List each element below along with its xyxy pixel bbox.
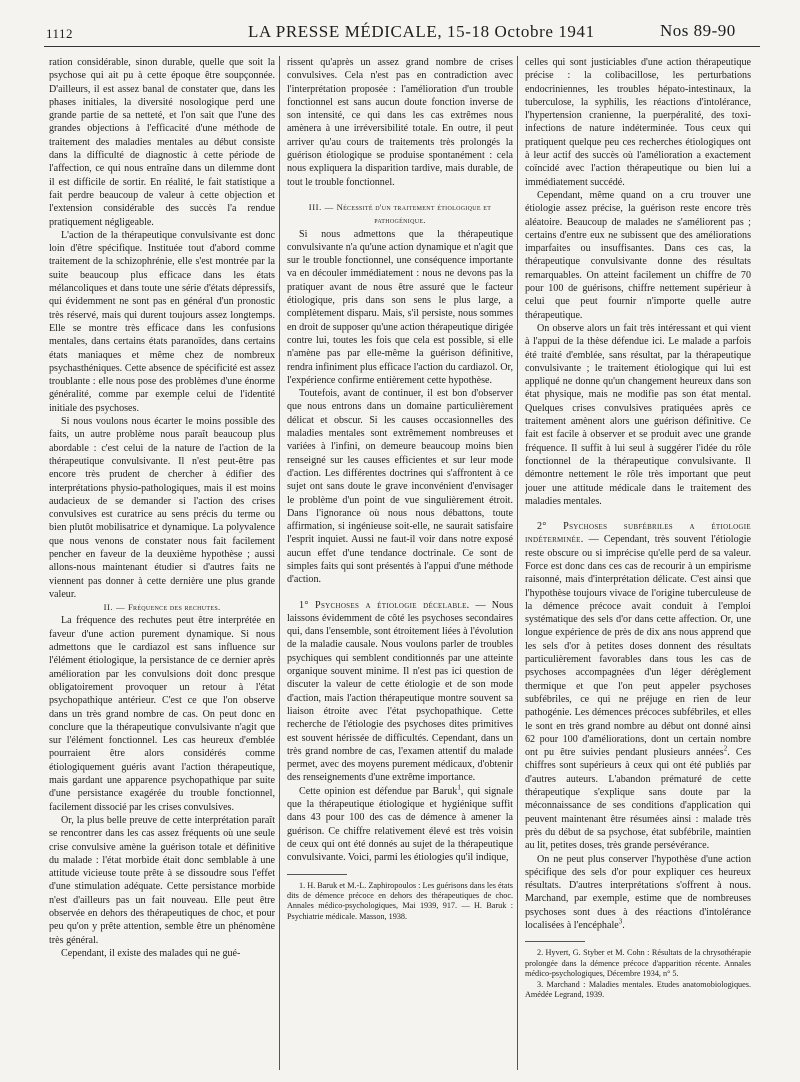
paragraph: Cependant, même quand on a cru trouver une étiologie assez précise, la guérison reste encore très aléatoire. Beaucoup de malades ne s'améliorent pas ; certains d'entre eux ne subissent que des améliorations imparfaites ou insuffisantes. Dans ces cas, la thérapeutique convulsivante donne des résultats remarquables. On atteint facilement un chiffre de 70 pour 100 de guérisons, chiffre nettement supérieur à celui que peut fournir n'importe quelle autre thérapeutique. xyxy=(525,189,751,321)
paragraph: La fréquence des rechutes peut être interprétée en faveur d'une action purement dynamique. Si nous admettons que le cardiazol est sans influence sur l'élément étiologique, la persistance de ce dernier après amélioration par les convulsions doit donc presque obligatoirement provoquer un retour à l'état psychopathique antérieur. C'est ce que l'on observe dans un très grand nombre de cas. On peut donc en conclure que la thérapeutique convulsivante n'agit que sur l'élément fonctionnel. Les cas heureux d'emblée pourraient être alors considérés comme étiologiquement guéris avant l'action thérapeutique, mais gardant une apparence psychopathique par suite d'une persistance exagérée du trouble fonctionnel, facilement dissocié par les crises convulsives. xyxy=(49,615,275,813)
column-1 xyxy=(49,56,275,1070)
paragraph: Si nous admettons que la thérapeutique convulsivante n'a qu'une action dynamique et n'agit que sur le trouble fonctionnel, une conséquence importante va en découler immédiatement : nous ne devons pas la pratiquer avant de nous être assuré que le facteur étiologique, pris dans son sens le plus large, a complètement disparu. Mais, s'il persiste, nous sommes en droit de supposer qu'une action thérapeutique dirigée contre lui, toutes les fois que cela est possible, si elle n'amène pas par elle-même la guérison définitive, rendra infiniment plus efficace l'action du cardiazol. Or, l'expérience confirme entièrement cette hypothèse. xyxy=(287,228,513,386)
footnote: 1. H. Baruk et M.-L. Zaphiropoulos : Les guérisons dans les états dits de démence précoce en dehors des thérapeutiques de choc. Annales médico-psychologiques, Mai 1939, 917. — H. Baruk : Psychiatrie médicale. Masson, 1938. xyxy=(287,880,513,921)
page-number: 1112 xyxy=(46,26,74,41)
footnote-ref: 2 xyxy=(723,744,728,753)
paragraph: Si nous voulons nous écarter le moins possible des faits, un autre problème nous paraît beaucoup plus abordable : c'est celui de la nature de l'action de la thérapeutique convulsivante. Il n'est peut-être pas encore très prudent de chercher à édifier des interprétations physio-pathologiques, mais il est moins audacieux de se demander si l'action des crises convulsives est curatrice au sens précis du terme ou bien plutôt mobilisatrice et dynamique. La polyvalence que nous venons de constater nous fait facilement pencher en faveur de la deuxième hypothèse ; aussi allons-nous maintenant étudier si d'autres faits ne viennent pas donner à cette dernière une plus grande valeur. xyxy=(49,416,275,600)
paragraph: Cependant, il existe des malades qui ne gué- xyxy=(61,947,241,959)
footnote: 3. Marchand : Maladies mentales. Etudes anatomobiologiques. Amédée Legrand, 1939. xyxy=(525,979,751,999)
footnote: 2. Hyvert, G. Styber et M. Cohn : Résultats de la chrysothérapie prolongée dans la démence précoce d'apparition récente. Annales médico-psychologiques, Décembre 1934, n° 5. xyxy=(525,948,751,979)
subsection-label: 1° Psychoses a étiologie décelable. xyxy=(299,599,470,611)
paragraph: rissent qu'après un assez grand nombre de crises convulsives. Cela n'est pas en contradiction avec l'interprétation proposée : l'amélioration d'un trouble fonctionnel est sans aucun doute fonction inverse de son intensité, ce qui dans les cas extrêmes nous amènera à une irréversibilité totale. En outre, il peut arriver qu'au cours de traitements très prolongés la guérison étiologique se produise spontanément : cela nous expliquera la disparition tardive, mais durable, de tout le trouble fonctionnel. xyxy=(287,57,513,188)
column-2 xyxy=(287,56,513,1070)
section-number: II. — xyxy=(103,602,126,613)
paragraph: 2° Psychoses subfébriles a étiologie indéterminée. — Cependant, très souvent l'étiologie reste obscure ou si imprécise qu'elle perd de sa valeur. Force est donc dans ces cas de recourir à un empirisme raisonné, mais d'interprétation délicate. C'est ainsi que l'hypothèse toujours vivace de l'origine tuberculeuse de la démence précoce avait conduit à l'emploi systématique des sels d'or dans cette affection. Or, une longue expérience de près de dix ans nous apprend que les sels d'or à petites doses donnent des résultats particulièrement favorables dans tous les cas de psychoses accompagnées d'un léger dérèglement thermique et que l'on peut appeler psychoses subfébriles, ce qui ne préjuge en rien de leur pathogénie. Les démences précoces subfébriles, et elles le sont en très grand nombre au début ont donné ainsi 62 pour 100 d'améliorations, dont un certain nombre ont pu être suivies pendant plusieurs années$^2$. Ces chiffres sont supérieurs à ceux qui ont été publiés par d'autres auteurs. L'abandon prématuré de cette thérapeutique s'explique sans doute par la méconnaissance de ses conditions d'application qui peuvent maintenant être résumées ainsi : malade très près du début de sa psychose, état subfébrile, maintien au lit, petites doses, très grande persévérance. xyxy=(525,521,751,852)
page-header xyxy=(0,14,800,44)
paragraph: On ne peut plus conserver l'hypothèse d'une action spécifique des sels d'or pour expliquer ces heureux résultats. D'autres interprétations s'offrent à nous. Marchand, par exemple, estime que de nombreuses psychoses sont dues à des réactions d'intolérance localisées à l'encéphale$^3$. xyxy=(525,853,751,931)
paragraph: 1° Psychoses a étiologie décelable. — Nous laissons évidemment de côté les psychoses secondaires qui, dans l'ensemble, sont étroitement liées à l'évolution de la maladie causale. Nous voulons parler de troubles psychiques qui semblent conditionnés par une atteinte organique souvent minime. Il n'est pas ici question de discuter la valeur de cette étiologie et de son mode d'action, mais l'action thérapeutique montre souvent sa liaison étroite avec l'état psychopathique. Cette recherche de l'étiologie des psychoses dites primitives est souvent hérissée de difficultés. Cependant, dans un très grand nombre de cas, l'examen attentif du malade permet, avec des moyens purement médicaux, d'obtenir des renseignements d'une extrême importance. xyxy=(287,599,513,784)
section-number: III. — xyxy=(308,201,334,212)
section-title: Nécessité d'un traitement étiologique et pathogénique. xyxy=(336,201,492,226)
issue-number: Nos 89-90 xyxy=(660,21,736,40)
header-rule xyxy=(44,46,760,47)
journal-title: LA PRESSE MÉDICALE, 15-18 Octobre 1941 xyxy=(248,22,595,41)
section-heading xyxy=(287,201,513,228)
paragraph: ration considérable, sinon durable, quelle que soit la psychose qui ait pu à cette époque être soupçonnée. D'ailleurs, il est assez banal de constater que, dans les phases initiales, la diversité nosologique perd une grande partie de sa netteté, et l'on sait que l'une des grandes objections à l'efficacité d'une méthode de traitement des maladies mentales au début consiste dans la difficulté de diagnostic à cette période de l'affection, ce qui nous entraîne dans un dilemme dont il est difficile de sortir. En réalité, le fait statistique a fait perdre beaucoup de valeur à cette objection et l'extension considérable des succès l'a rendue pratiquement négligeable. xyxy=(49,57,275,228)
column-divider xyxy=(279,56,280,1070)
column-3 xyxy=(525,56,751,1070)
paragraph: Or, la plus belle preuve de cette interprétation paraît se rencontrer dans les cas assez fréquents où une seule crise convulsive amène la guérison totale et définitive du malade : l'état morbide était donc semblable à une attitude vicieuse toute prête à se dissoudre sous l'effet d'une stimulation adéquate. Cette persistance morbide n'est d'ailleurs pas un fait nouveau. Elle peut être observée en dehors des thérapeutiques de choc, et pour peu qu'on y prête attention, semble être un phénomène très général. xyxy=(49,814,275,946)
paragraph: Toutefois, avant de continuer, il est bon d'observer que nous entrons dans un domaine particulièrement délicat et obscur. Si les causes occasionnelles des maladies mentales sont extrêmement nombreuses et variées à l'infini, on demeure beaucoup moins bien renseigné sur les causes efficientes et sur leur mode d'action. Les différentes doctrines qui s'affrontent à ce sujet ont sans doute le grave inconvénient d'envisager le problème d'un point de vue singulièrement étroit. Dans l'ignorance où nous nous débattons, toute affirmation, si ingénieuse soit-elle, ne saurait satisfaire l'esprit inquiet. Aussi ne faut-il voir dans notre exposé aucun effet d'une tendance doctrinale. Ce sont de simples faits qui sont présentés à l'appui d'une méthode d'action. xyxy=(287,388,513,586)
footnote-ref: 3 xyxy=(618,917,623,926)
subsection-label: 2° Psychoses subfébriles a étiologie indéterminée. xyxy=(525,521,751,546)
footnote-rule xyxy=(525,941,585,942)
paragraph: celles qui sont justiciables d'une action thérapeutique précise : la colibacillose, les perturbations endocriniennes, les troubles hépato-intestinaux, la tuberculose, la syphilis, les réactions d'intolérance, l'hypertension cranienne, la puerpéralité, des toxi-infections de nature indéterminée. Tous ceux qui pratiquent quelque peu ces recherches étiologiques ont à leur actif des succès où l'amélioration a exactement coïncidé avec l'action thérapeutique ou bien lui a immédiatement succédé. xyxy=(525,57,751,188)
footnote-rule xyxy=(287,874,347,875)
footnote-ref: 1 xyxy=(457,783,461,792)
paragraph: L'action de la thérapeutique convulsivante est donc loin d'être spécifique. Instituée tout d'abord comme traitement de la schizophrénie, elle s'est montrée par la suite beaucoup plus efficace dans les états mélancoliques et dans toute une série d'états dépressifs, qui évidemment ne sont pas en général d'un pronostic très réservé, mais qui durent toujours assez longtemps. Elle se montre très efficace dans les confusions mentales, dans certains états paranoïdes, dans certains états maniaques et même chez de nombreux psychasthéniques. Cette absence de spécificité est assez troublante : elle nous pose des problèmes d'une énorme généralité, comme par exemple celui de l'identité initiale des psychoses. xyxy=(49,229,275,414)
paragraph: On observe alors un fait très intéressant et qui vient à l'appui de la thèse défendue ici. Le malade a parfois été traité d'emblée, sans résultat, par la thérapeutique convulsivante ; le traitement étiologique qui lui est appliqué ne donne qu'un changement heureux dans son état physique, mais ne modifie pas son état mental. Quelques crises convulsives pratiquées après ce traitement amènent alors une guérison définitive. Ce fait est facile à observer et se produit avec une grande fréquence. Il suffit à lui seul à suggérer l'idée du rôle fonctionnel de la thérapeutique convulsivante. Il démontre nettement le rôle très important que peut jouer une attitude médicale dans le traitement des maladies mentales. xyxy=(525,322,751,507)
section-heading xyxy=(49,601,275,614)
column-divider xyxy=(517,56,518,1070)
section-title: Fréquence des rechutes. xyxy=(127,602,221,613)
paragraph: Cette opinion est défendue par Baruk$^1$, qui signale que la thérapeutique étiologique et hygiénique suffit dans 43 pour 100 des cas de démence à amener la guérison. Ce chiffre relativement élevé est très voisin de ceux qui ont été donnés au sujet de la thérapeutique convulsivante. Voici, parmi les étiologies qu'il indique, xyxy=(287,783,513,864)
